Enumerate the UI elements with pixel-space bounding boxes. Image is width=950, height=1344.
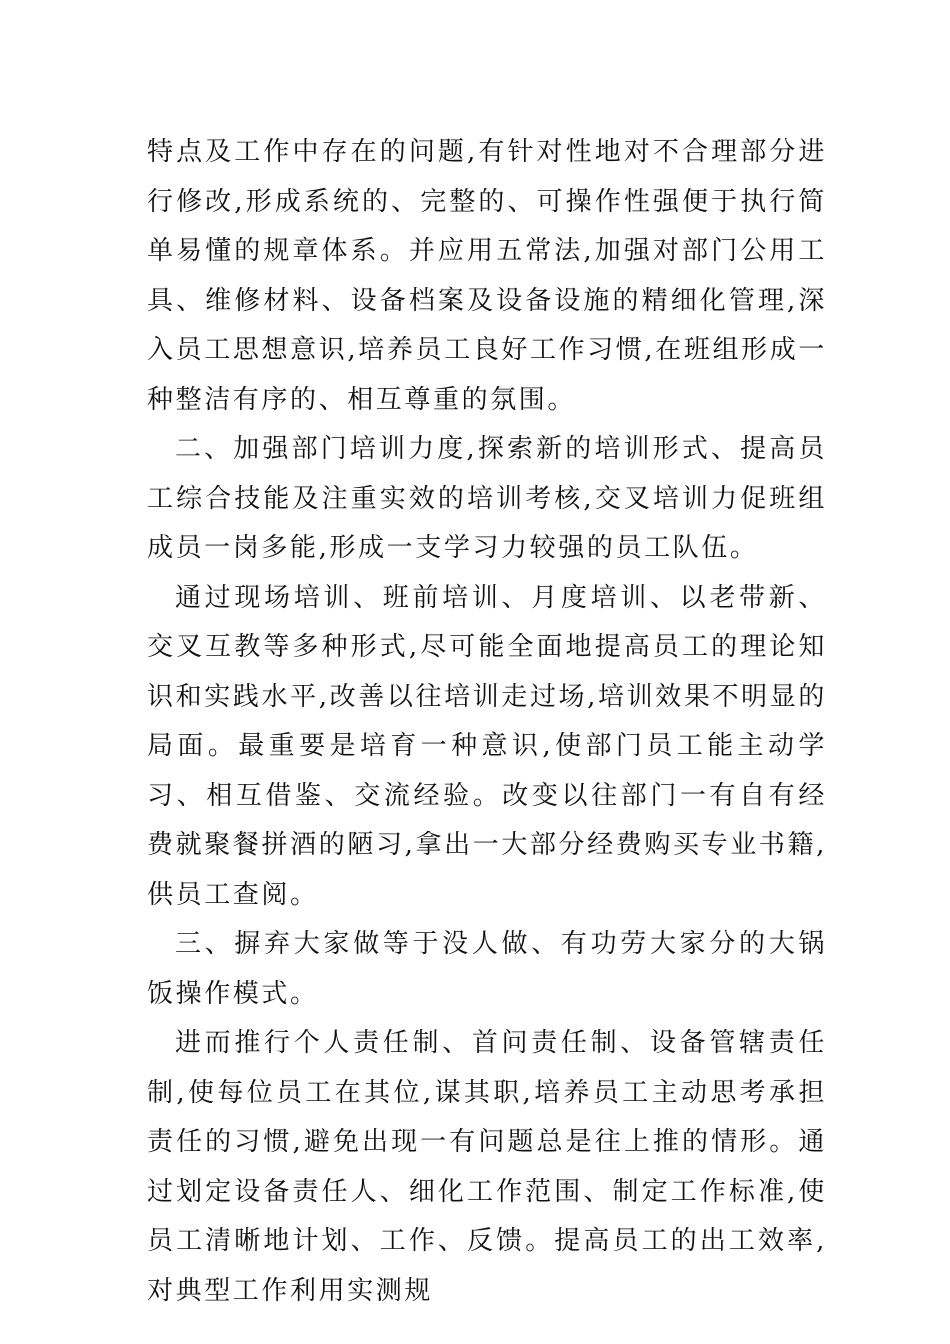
- paragraph-3: 通过现场培训、班前培训、月度培训、以老带新、交叉互教等多种形式,尽可能全面地提高员工的理论知识和实践水平,改善以往培训走过场,培训效果不明显的局面。最重要是培育一种意识,使部门员工能主动学习、相互借鉴、交流经验。改变以往部门一有自有经费就聚餐拼酒的陋习,拿出一大部分经费购买专业书籍,供员工查阅。: [147, 582, 827, 910]
- paragraph-5: 进而推行个人责任制、首问责任制、设备管辖责任制,使每位员工在其位,谋其职,培养员工主动思考承担责任的习惯,避免出现一有问题总是往上推的情形。通过划定设备责任人、细化工作范围、制定工作标准,使员工清晰地计划、工作、反馈。提高员工的出工效率,对典型工作利用实测规: [147, 1028, 827, 1306]
- paragraph-1: 特点及工作中存在的问题,有针对性地对不合理部分进行修改,形成系统的、完整的、可操作性强便于执行简单易懂的规章体系。并应用五常法,加强对部门公用工具、维修材料、设备档案及设备设施的精细化管理,深入员工思想意识,培养员工良好工作习惯,在班组形成一种整洁有序的、相互尊重的氛围。: [147, 137, 827, 415]
- document-body: [147, 128, 827, 1316]
- paragraph-2: 二、加强部门培训力度,探索新的培训形式、提高员工综合技能及注重实效的培训考核,交叉培训力促班组成员一岗多能,形成一支学习力较强的员工队伍。: [147, 434, 827, 563]
- paragraph-4: 三、摒弃大家做等于没人做、有功劳大家分的大锅饭操作模式。: [147, 929, 827, 1009]
